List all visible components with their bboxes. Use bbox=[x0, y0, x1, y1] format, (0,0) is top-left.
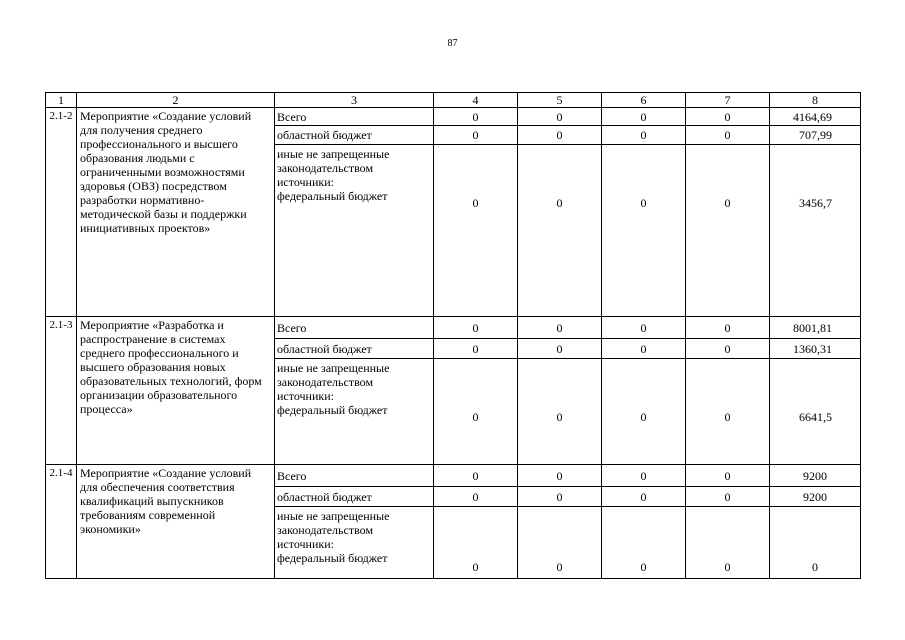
value-col4: 0 bbox=[434, 339, 518, 359]
value-col8: 1360,31 bbox=[770, 339, 861, 359]
funding-source-line: иные не запрещенные bbox=[277, 361, 390, 375]
value-col5: 0 bbox=[518, 339, 602, 359]
header-cell-3: 3 bbox=[275, 93, 434, 108]
funding-source-line: федеральный бюджет bbox=[277, 403, 388, 417]
value-col8: 4164,69 bbox=[770, 108, 861, 126]
funding-source-line: иные не запрещенные bbox=[277, 146, 390, 161]
funding-source-line: законодательством bbox=[277, 375, 374, 389]
value-col4: 0 bbox=[434, 507, 518, 579]
section-title: Мероприятие «Создание условий для получения среднего профессионального и высшего образования людьми с ограниченными возможностями здоровья (ОВЗ) посредством разработки нормативно-методической базы и поддержки инициативных проектов» bbox=[77, 108, 275, 317]
value-col6: 0 bbox=[602, 144, 686, 316]
value-col5: 0 bbox=[518, 317, 602, 339]
header-cell-6: 6 bbox=[602, 93, 686, 108]
value-col7: 0 bbox=[686, 465, 770, 487]
value-col7: 0 bbox=[686, 487, 770, 507]
value-col5: 0 bbox=[518, 359, 602, 465]
funding-source: Всего bbox=[275, 465, 434, 487]
value-col6: 0 bbox=[602, 359, 686, 465]
value-col6: 0 bbox=[602, 108, 686, 126]
value-col5: 0 bbox=[518, 507, 602, 579]
funding-source-line: источники: bbox=[277, 389, 334, 403]
value-col8: 8001,81 bbox=[770, 317, 861, 339]
header-cell-1: 1 bbox=[46, 93, 77, 108]
section-title: Мероприятие «Создание условий для обеспечения соответствия квалификаций выпускников требованиям современной экономики» bbox=[77, 465, 275, 579]
funding-source: областной бюджет bbox=[275, 487, 434, 507]
value-col7: 0 bbox=[686, 359, 770, 465]
header-cell-2: 2 bbox=[77, 93, 275, 108]
value-col8: 0 bbox=[770, 507, 861, 579]
value-col7: 0 bbox=[686, 144, 770, 316]
value-col8: 9200 bbox=[770, 487, 861, 507]
funding-source: областной бюджет bbox=[275, 126, 434, 144]
funding-source: областной бюджет bbox=[275, 339, 434, 359]
value-col6: 0 bbox=[602, 487, 686, 507]
header-cell-7: 7 bbox=[686, 93, 770, 108]
page-number: 87 bbox=[447, 38, 458, 49]
value-col4: 0 bbox=[434, 108, 518, 126]
value-col5: 0 bbox=[518, 487, 602, 507]
funding-source-line: законодательством bbox=[277, 160, 374, 175]
value-col4: 0 bbox=[434, 487, 518, 507]
funding-source bbox=[275, 144, 434, 316]
table-row bbox=[46, 317, 861, 339]
header-cell-5: 5 bbox=[518, 93, 602, 108]
value-col4: 0 bbox=[434, 144, 518, 316]
value-col8: 9200 bbox=[770, 465, 861, 487]
value-col7: 0 bbox=[686, 339, 770, 359]
budget-table bbox=[45, 92, 861, 579]
funding-source-line: источники: bbox=[277, 174, 334, 189]
funding-source bbox=[275, 507, 434, 579]
value-col8: 6641,5 bbox=[770, 359, 861, 465]
value-col4: 0 bbox=[434, 126, 518, 144]
value-col6: 0 bbox=[602, 126, 686, 144]
funding-source-line: источники: bbox=[277, 537, 334, 551]
header-row bbox=[46, 93, 861, 108]
value-col4: 0 bbox=[434, 359, 518, 465]
value-col5: 0 bbox=[518, 465, 602, 487]
section-code: 2.1-3 bbox=[46, 317, 77, 465]
funding-source-line: законодательством bbox=[277, 523, 374, 537]
section-code: 2.1-2 bbox=[46, 108, 77, 317]
funding-source-line: федеральный бюджет bbox=[277, 551, 388, 565]
value-col7: 0 bbox=[686, 317, 770, 339]
funding-source: Всего bbox=[275, 317, 434, 339]
value-col6: 0 bbox=[602, 317, 686, 339]
value-col5: 0 bbox=[518, 108, 602, 126]
value-col5: 0 bbox=[518, 126, 602, 144]
funding-source-line: федеральный бюджет bbox=[277, 188, 388, 203]
section-code: 2.1-4 bbox=[46, 465, 77, 579]
value-col8: 707,99 bbox=[770, 126, 861, 144]
value-col5: 0 bbox=[518, 144, 602, 316]
table-row bbox=[46, 108, 861, 126]
value-col6: 0 bbox=[602, 339, 686, 359]
value-col6: 0 bbox=[602, 507, 686, 579]
funding-source bbox=[275, 359, 434, 465]
header-cell-4: 4 bbox=[434, 93, 518, 108]
value-col4: 0 bbox=[434, 465, 518, 487]
value-col7: 0 bbox=[686, 507, 770, 579]
value-col8: 3456,7 bbox=[770, 144, 861, 316]
section-title: Мероприятие «Разработка и распространение в системах среднего профессионального и высшего образования новых образовательных технологий, форм организации образовательного процесса» bbox=[77, 317, 275, 465]
header-cell-8: 8 bbox=[770, 93, 861, 108]
value-col4: 0 bbox=[434, 317, 518, 339]
funding-source: Всего bbox=[275, 108, 434, 126]
value-col7: 0 bbox=[686, 126, 770, 144]
value-col6: 0 bbox=[602, 465, 686, 487]
value-col7: 0 bbox=[686, 108, 770, 126]
funding-source-line: иные не запрещенные bbox=[277, 509, 390, 523]
table-row bbox=[46, 465, 861, 487]
